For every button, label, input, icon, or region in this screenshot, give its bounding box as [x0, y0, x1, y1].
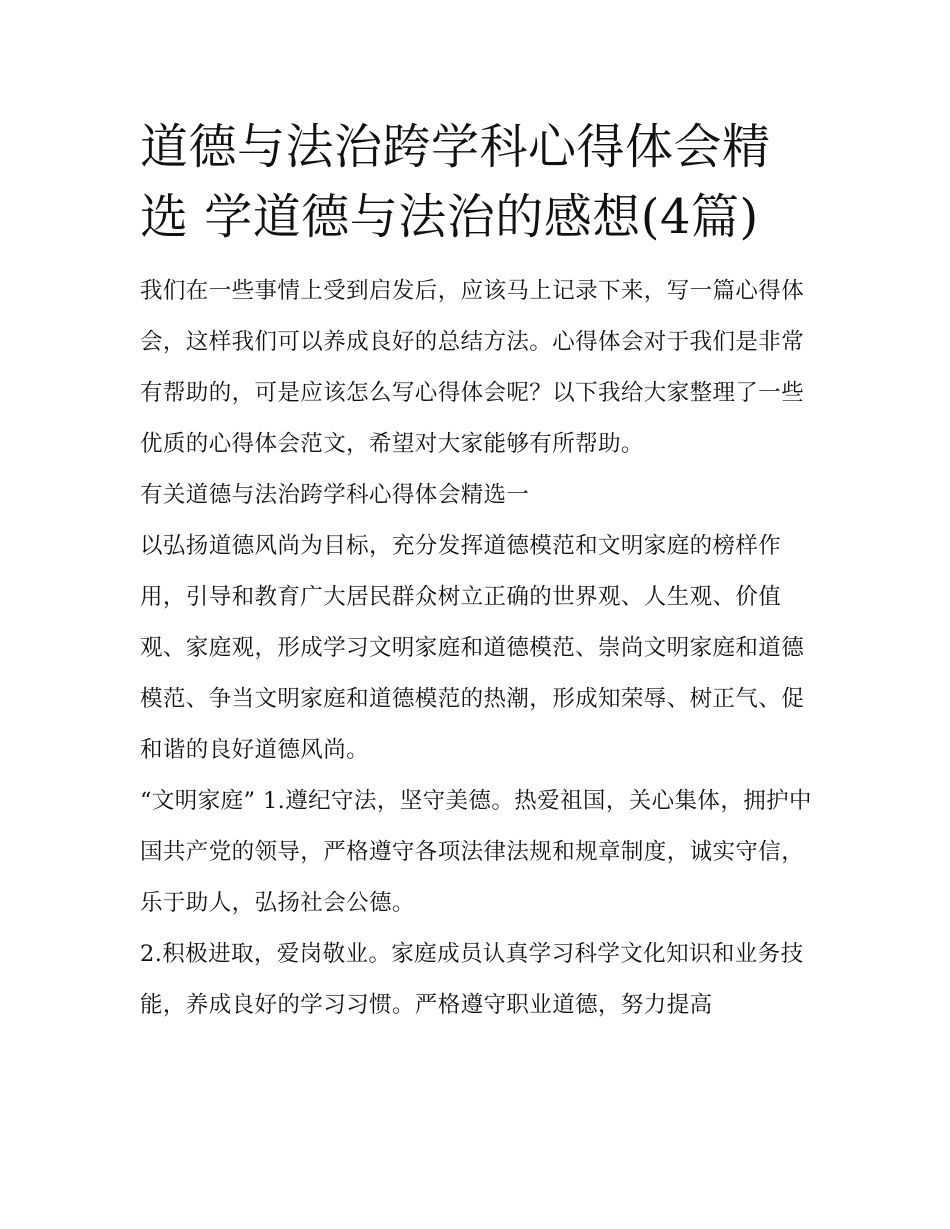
body-paragraph-item-1: “文明家庭” 1.遵纪守法，坚守美德。热爱祖国，关心集体，拥护中国共产党的领导，严格遵守各项法律法规和规章制度，诚实守信，乐于助人，弘扬社会公德。 [140, 788, 812, 916]
body-paragraph-item-2: 2.积极进取，爱岗敬业。家庭成员认真学习科学文化知识和业务技能，养成良好的学习习惯。严格遵守职业道德，努力提高 [140, 941, 804, 1018]
body-paragraph-goal: 以弘扬道德风尚为目标，充分发挥道德模范和文明家庭的榜样作用，引导和教育广大居民群众树立正确的世界观、人生观、价值观、家庭观，形成学习文明家庭和道德模范、崇尚文明家庭和道德模范、争当文明家庭和道德模范的热潮，形成知荣辱、树正气、促和谐的良好道德风尚。 [140, 533, 805, 763]
document-title: 道德与法治跨学科心得体会精选 学道德与法治的感想(4篇) [140, 119, 771, 245]
intro-paragraph: 我们在一些事情上受到启发后，应该马上记录下来，写一篇心得体会，这样我们可以养成良好的总结方法。心得体会对于我们是非常有帮助的，可是应该怎么写心得体会呢？以下我给大家整理了一些优质的心得体会范文，希望对大家能够有所帮助。 [140, 278, 805, 457]
document-body [140, 112, 812, 1031]
section-heading: 有关道德与法治跨学科心得体会精选一 [140, 482, 530, 508]
